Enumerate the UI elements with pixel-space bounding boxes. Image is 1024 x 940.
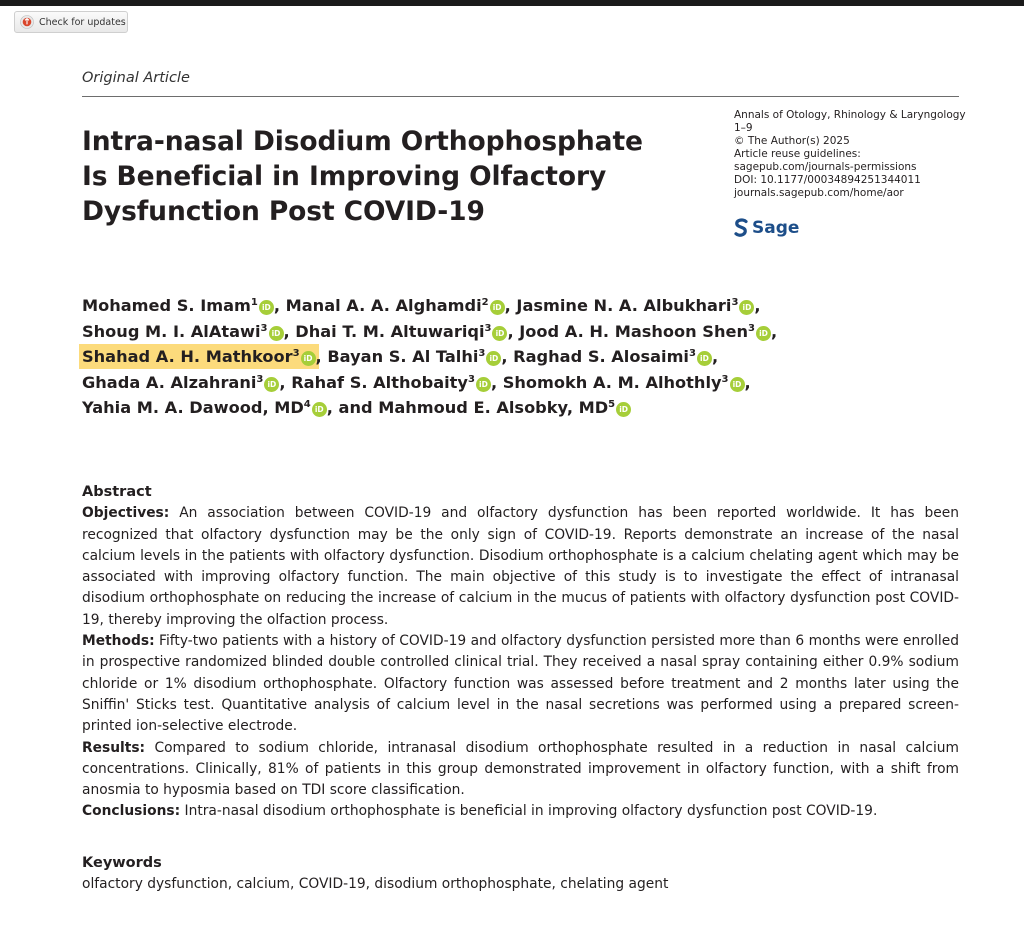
objectives-label: Objectives: <box>82 505 170 522</box>
author-name: Rahaf S. Althobaity <box>291 372 468 392</box>
doi[interactable]: DOI: 10.1177/00034894251344011 <box>734 174 921 186</box>
affiliation-number: 3 <box>484 322 492 334</box>
check-updates-icon <box>20 15 34 29</box>
author <box>519 322 771 341</box>
copyright: © The Author(s) 2025 <box>734 135 850 147</box>
orcid-icon[interactable]: iD <box>739 300 754 315</box>
author-name: Ghada A. Alzahrani <box>82 372 257 392</box>
abstract-objectives <box>82 503 959 631</box>
author <box>513 347 712 366</box>
journal-info <box>734 109 974 200</box>
author-name: Bayan S. Al Talhi <box>327 347 479 366</box>
author-name: Dhai T. M. Altuwariqi <box>295 321 485 341</box>
author-line <box>82 293 982 319</box>
author <box>82 322 284 341</box>
affiliation-number: 3 <box>731 297 739 308</box>
author-name: Shomokh A. M. Alhothly <box>502 372 722 392</box>
affiliation-number: 3 <box>256 373 264 385</box>
author-separator: , <box>504 296 517 315</box>
affiliation-number: 3 <box>688 348 696 359</box>
sage-logo-text: Sage <box>752 218 800 238</box>
author-separator: , <box>744 372 751 392</box>
orcid-icon[interactable]: iD <box>476 377 491 392</box>
author <box>291 373 491 392</box>
reuse-link[interactable]: sagepub.com/journals-permissions <box>734 161 917 173</box>
affiliation-number: 1 <box>250 297 258 308</box>
article-type: Original Article <box>82 70 190 86</box>
keywords-text: olfactory dysfunction, calcium, COVID-19, disodium orthophosphate, chelating agent <box>82 876 669 892</box>
author-line <box>82 370 982 396</box>
header-divider <box>82 96 959 97</box>
orcid-icon[interactable]: iD <box>697 351 712 366</box>
keywords-heading: Keywords <box>82 855 162 871</box>
abstract-methods <box>82 631 959 737</box>
author-name: Shahad A. H. Mathkoor <box>82 347 293 366</box>
orcid-icon[interactable]: iD <box>269 326 284 341</box>
abstract <box>82 482 959 823</box>
results-label: Results: <box>82 739 146 756</box>
affiliation-number: 3 <box>292 348 300 359</box>
author <box>295 322 507 341</box>
author-separator: , <box>507 321 520 341</box>
author-name: Mahmoud E. Alsobky, MD <box>378 398 609 417</box>
author <box>503 373 745 392</box>
author-name: Manal A. A. Alghamdi <box>285 296 482 315</box>
author-line <box>82 395 982 421</box>
conclusions-text: Intra-nasal disodium orthophosphate is beneficial in improving olfactory dysfunction post COVID-19. <box>184 803 878 820</box>
reuse-label: Article reuse guidelines: <box>734 148 861 160</box>
affiliation-number: 5 <box>608 399 616 410</box>
title-line: Intra-nasal Disodium Orthophosphate <box>82 126 643 157</box>
author-name: Jood A. H. Mashoon Shen <box>519 321 748 341</box>
abstract-results <box>82 738 959 802</box>
orcid-icon[interactable]: iD <box>301 351 316 366</box>
check-updates-label: Check for updates <box>39 16 126 28</box>
author <box>82 347 316 366</box>
methods-label: Methods: <box>82 633 155 650</box>
orcid-icon[interactable]: iD <box>616 402 631 417</box>
author-name: Mohamed S. Imam <box>82 296 251 315</box>
author-separator: , <box>770 321 778 341</box>
author <box>82 398 327 417</box>
article-title <box>82 124 682 229</box>
orcid-icon[interactable]: iD <box>492 326 507 341</box>
author <box>516 296 754 315</box>
author-separator: , <box>490 372 503 392</box>
abstract-heading: Abstract <box>82 484 152 500</box>
author-list <box>82 293 982 421</box>
orcid-icon[interactable]: iD <box>264 377 279 392</box>
affiliation-number: 4 <box>303 399 311 410</box>
top-border <box>0 0 1024 6</box>
affiliation-number: 3 <box>478 348 486 359</box>
author <box>378 398 631 417</box>
results-text: Compared to sodium chloride, intranasal disodium orthophosphate resulted in a reduction in nasal calcium concentrations. Clinically, 81% of patients in this group demonstrated improvement in olfactory function, with a shift from anosmia to hyposmia based on TDI score classification. <box>82 739 959 799</box>
journal-name: Annals of Otology, Rhinology & Laryngology <box>734 109 966 121</box>
orcid-icon[interactable]: iD <box>756 326 771 341</box>
orcid-icon[interactable]: iD <box>259 300 274 315</box>
author-separator: , <box>754 296 761 315</box>
abstract-conclusions <box>82 801 959 822</box>
orcid-icon[interactable]: iD <box>312 402 327 417</box>
check-for-updates-button[interactable] <box>14 11 128 33</box>
title-line: Is Beneficial in Improving Olfactory <box>82 161 607 192</box>
title-line: Dysfunction Post COVID-19 <box>82 196 485 227</box>
author-separator: , <box>711 347 719 366</box>
objectives-text: An association between COVID-19 and olfactory dysfunction has been reported worldwide. It has been recognized that olfactory dysfunction may be the only sign of COVID-19. Reports demonstrate an increase of the nasal calcium levels in the patients with olfactory dysfunction. Disodium orthophosphate is a calcium chelating agent which may be associated with improving olfactory function. The main objective of this study is to investigate the effect of intranasal disodium orthophosphate on reducing the increase of calcium in the mucus of patients with olfactory dysfunction post COVID-19, thereby improving the olfaction process. <box>82 505 960 628</box>
author-name: Jasmine N. A. Albukhari <box>516 296 732 315</box>
author-name: Shoug M. I. AlAtawi <box>82 321 261 341</box>
author <box>286 296 505 315</box>
affiliation-number: 2 <box>481 297 489 308</box>
affiliation-number: 3 <box>721 373 729 385</box>
sage-logo <box>734 218 799 238</box>
author-name: Yahia M. A. Dawood, MD <box>82 398 304 417</box>
conclusions-label: Conclusions: <box>82 803 181 820</box>
author <box>327 347 501 366</box>
affiliation-number: 3 <box>467 373 475 385</box>
orcid-icon[interactable]: iD <box>490 300 505 315</box>
author-separator: , <box>283 321 296 341</box>
author-name: Raghad S. Alosaimi <box>513 347 689 366</box>
journal-pages: 1–9 <box>734 122 753 134</box>
author-separator: , <box>273 296 286 315</box>
orcid-icon[interactable]: iD <box>730 377 745 392</box>
author-separator: , <box>501 347 514 366</box>
journal-home-link[interactable]: journals.sagepub.com/home/aor <box>734 187 904 199</box>
affiliation-number: 3 <box>748 322 755 334</box>
keywords <box>82 853 959 895</box>
orcid-icon[interactable]: iD <box>486 351 501 366</box>
author-separator: , <box>315 347 328 366</box>
author-separator: , and <box>326 398 379 417</box>
author-line <box>82 319 982 345</box>
affiliation-number: 3 <box>260 322 268 334</box>
author-line <box>82 344 982 370</box>
author-separator: , <box>279 372 292 392</box>
sage-logo-icon <box>734 218 748 238</box>
author <box>82 296 274 315</box>
methods-text: Fifty-two patients with a history of COVID-19 and olfactory dysfunction persisted more than 6 months were enrolled in prospective randomized blinded double controlled clinical trial. They received a nasal spray containing either 0.9% sodium chloride or 1% disodium orthophosphate. Olfactory function was assessed before treatment and 2 months later using the Sniffin' Sticks test. Quantitative analysis of calcium level in the nasal secretions was performed using a prepared screen-printed ion-selective electrode. <box>82 633 959 735</box>
author <box>82 373 279 392</box>
